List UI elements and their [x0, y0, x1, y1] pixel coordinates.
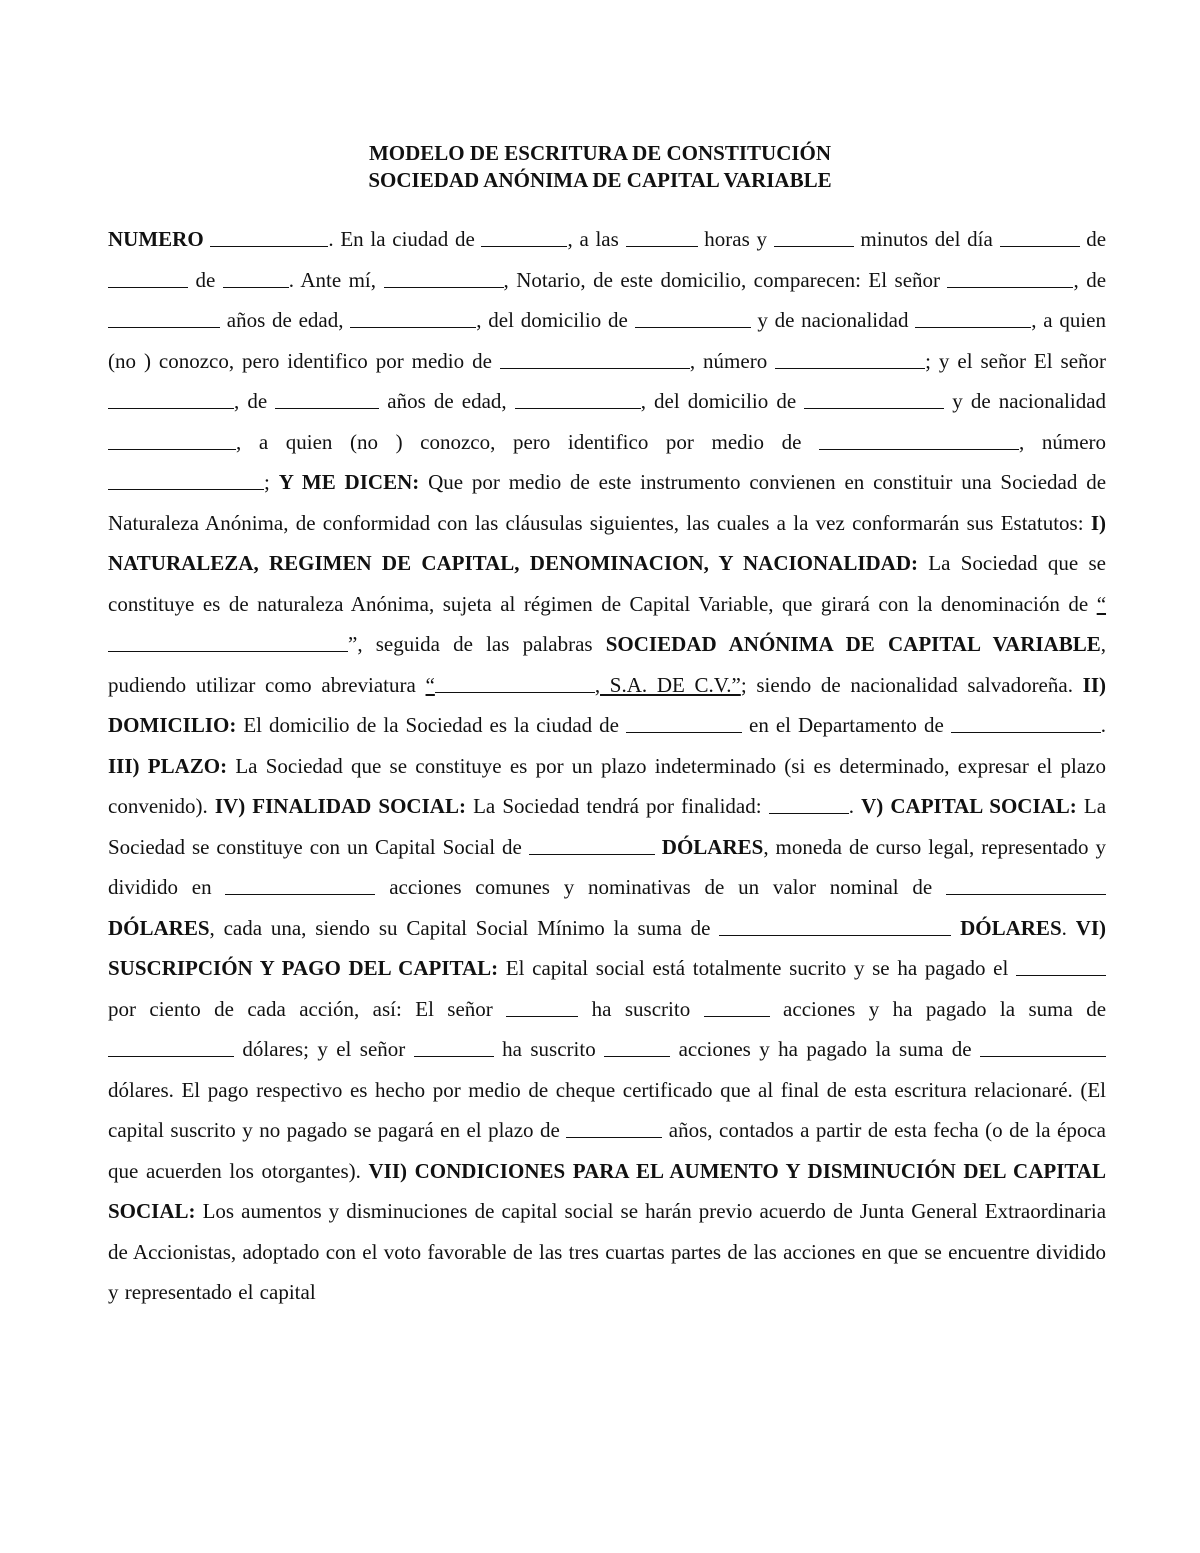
text-segment: ; y el señor El señor — [925, 348, 1107, 373]
clause-heading-III: III) PLAZO: — [108, 753, 228, 778]
blank-first-id-document[interactable] — [500, 348, 690, 369]
blank-first-name[interactable] — [947, 267, 1073, 288]
blank-company-name[interactable] — [108, 631, 348, 652]
blank-purpose[interactable] — [769, 793, 849, 814]
blank-nominal-value[interactable] — [946, 874, 1106, 895]
text-segment: dólares; y el señor — [242, 1037, 406, 1061]
text-segment: La Sociedad que se constituye es de naturaleza Anónima, sujeta al régimen de Capital Variable, que girará con la denominación de — [108, 551, 1106, 616]
text-segment: horas y — [704, 227, 767, 251]
text-segment: Que por medio de este instrumento convienen en constituir una Sociedad de Naturaleza Anónima, de conformidad con las cláusulas siguientes, las cuales a la vez conformarán sus Estatutos: — [108, 470, 1107, 535]
currency-label: DÓLARES — [960, 915, 1062, 940]
text-segment: , de — [234, 389, 268, 413]
text-segment: de — [195, 267, 216, 292]
text-segment: acciones y ha pagado la suma de — [678, 1037, 972, 1061]
blank-minimum-capital[interactable] — [719, 915, 951, 936]
text-segment: años de edad, — [226, 308, 344, 332]
text-segment: , a las — [567, 227, 619, 251]
text-segment: La Sociedad se constituye con un Capital Social de — [108, 794, 1107, 859]
deed-body — [108, 219, 1106, 1313]
blank-capital-amount[interactable] — [529, 834, 655, 855]
text-segment: Los aumentos y disminuciones de capital social se harán previo acuerdo de Junta General Extraordinaria de Accionistas, adoptado con el voto favorable de las tres cuartas partes de las acciones en que se encuentre dividido y representado el capital — [108, 1199, 1107, 1304]
blank-second-name[interactable] — [108, 388, 234, 409]
text-segment: . En la ciudad de — [328, 227, 475, 251]
text-segment: . — [848, 794, 854, 818]
text-segment: en el Departamento de — [749, 713, 944, 737]
text-segment: años de edad, — [387, 389, 507, 413]
text-segment: La Sociedad que se constituye es por un plazo indeterminado (si es determinado, expresar el plazo convenido). — [108, 753, 1106, 818]
text-segment: , de — [1073, 267, 1107, 292]
clause-heading-VI: VI) SUSCRIPCIÓN Y PAGO DEL CAPITAL: — [108, 915, 1107, 980]
text-segment: acciones comunes y nominativas de un valor nominal de — [389, 875, 933, 899]
text-segment: por ciento de cada acción, así: El señor — [108, 996, 493, 1021]
clause-heading-VII: VII) CONDICIONES PARA EL AUMENTO Y DISMINUCIÓN DEL CAPITAL SOCIAL: — [108, 1158, 1106, 1223]
text-segment: , a quien (no ) conozco, pero identifico por medio de — [108, 308, 1106, 373]
text-segment: y de nacionalidad — [757, 308, 909, 332]
blank-partner-1-shares[interactable] — [704, 996, 770, 1017]
text-segment: ”, seguida de las palabras — [348, 632, 593, 656]
text-segment: años, contados a partir de esta fecha (o de la época que acuerden los otorgantes). — [108, 1118, 1106, 1183]
text-segment: , cada una, siendo su Capital Social Mínimo la suma de — [209, 915, 711, 940]
text-segment: dólares. El pago respectivo es hecho por medio de cheque certificado que al final de esta escritura relacionaré. (El capital suscrito y no pagado se pagará en el plazo de — [108, 1077, 1106, 1142]
blank-second-id-document[interactable] — [819, 429, 1019, 450]
blank-day[interactable] — [1000, 226, 1080, 247]
blank-minutes[interactable] — [774, 226, 854, 247]
deed-number-label: NUMERO — [108, 227, 204, 251]
title-line-1: MODELO DE ESCRITURA DE CONSTITUCIÓN — [368, 141, 832, 165]
blank-partner-2-amount[interactable] — [980, 1036, 1106, 1057]
title-line-2: SOCIEDAD ANÓNIMA DE CAPITAL VARIABLE — [368, 168, 832, 192]
blank-department[interactable] — [951, 712, 1101, 733]
text-segment: ha suscrito — [502, 1037, 596, 1061]
text-segment: ; siendo de nacionalidad salvadoreña. — [740, 672, 1073, 697]
blank-domicile-city[interactable] — [626, 712, 742, 733]
text-segment: , Notario, de este domicilio, comparecen: El señor — [503, 267, 941, 292]
text-segment: ha suscrito — [591, 996, 691, 1021]
blank-second-profession[interactable] — [515, 388, 641, 409]
blank-second-id-number[interactable] — [108, 469, 264, 490]
blank-month[interactable] — [108, 267, 188, 288]
text-segment: minutos del día — [860, 227, 993, 251]
blank-city[interactable] — [481, 226, 567, 247]
blank-second-age[interactable] — [275, 388, 379, 409]
currency-label: DÓLARES — [108, 915, 210, 940]
text-segment: , número — [689, 348, 768, 373]
blank-first-domicile[interactable] — [635, 307, 751, 328]
clause-heading-II: II) DOMICILIO: — [108, 672, 1106, 737]
text-segment: La Sociedad tendrá por finalidad: — [473, 794, 762, 818]
blank-first-nationality[interactable] — [915, 307, 1031, 328]
clause-heading-IV: IV) FINALIDAD SOCIAL: — [214, 794, 466, 818]
text-segment: El capital social está totalmente sucrito y se ha pagado el — [505, 956, 1009, 980]
document-title — [0, 140, 1200, 194]
blank-partner-1[interactable] — [506, 996, 578, 1017]
text-segment: , a quien (no ) conozco, pero identifico por medio de — [236, 429, 802, 454]
blank-abbreviation[interactable] — [435, 672, 595, 693]
text-segment: , del domicilio de — [640, 389, 797, 413]
text-segment: . — [1061, 915, 1067, 940]
blank-deed-number[interactable] — [210, 226, 328, 247]
clause-heading-V: V) CAPITAL SOCIAL: — [861, 794, 1077, 818]
blank-payment-term[interactable] — [566, 1117, 662, 1138]
text-segment: , pudiendo utilizar como abreviatura — [108, 632, 1106, 697]
blank-year[interactable] — [223, 267, 289, 288]
blank-notary-name[interactable] — [384, 267, 504, 288]
blank-paid-percent[interactable] — [1016, 955, 1106, 976]
company-type-label: SOCIEDAD ANÓNIMA DE CAPITAL VARIABLE — [605, 632, 1101, 656]
blank-share-count[interactable] — [225, 874, 375, 895]
blank-first-id-number[interactable] — [775, 348, 925, 369]
text-segment: , del domicilio de — [476, 308, 628, 332]
text-segment: “ — [425, 672, 435, 697]
text-segment: , número — [1019, 429, 1107, 454]
abbreviation-suffix: , S.A. DE C.V.” — [594, 672, 741, 697]
clause-heading-I: I) NATURALEZA, REGIMEN DE CAPITAL, DENOMINACION, Y NACIONALIDAD: — [108, 510, 1107, 575]
text-segment: , moneda de curso legal, representado y dividido en — [108, 834, 1106, 899]
text-segment: ; — [264, 470, 270, 494]
text-segment: . Ante mí, — [288, 267, 377, 292]
blank-partner-2-shares[interactable] — [604, 1036, 670, 1057]
text-segment: “ — [1096, 591, 1107, 616]
blank-first-profession[interactable] — [350, 307, 476, 328]
blank-second-domicile[interactable] — [804, 388, 944, 409]
blank-hours[interactable] — [626, 226, 698, 247]
currency-label: DÓLARES — [661, 834, 764, 859]
blank-partner-1-amount[interactable] — [108, 1036, 234, 1057]
blank-second-nationality[interactable] — [108, 429, 236, 450]
blank-partner-2[interactable] — [414, 1036, 494, 1057]
clause-heading: Y ME DICEN: — [278, 470, 420, 494]
text-segment: El domicilio de la Sociedad es la ciudad de — [243, 713, 619, 737]
text-segment: de — [1086, 227, 1107, 251]
text-segment: y de nacionalidad — [952, 389, 1107, 413]
text-segment: acciones y ha pagado la suma de — [783, 996, 1107, 1021]
blank-first-age[interactable] — [108, 307, 220, 328]
text-segment: . — [1100, 713, 1107, 737]
